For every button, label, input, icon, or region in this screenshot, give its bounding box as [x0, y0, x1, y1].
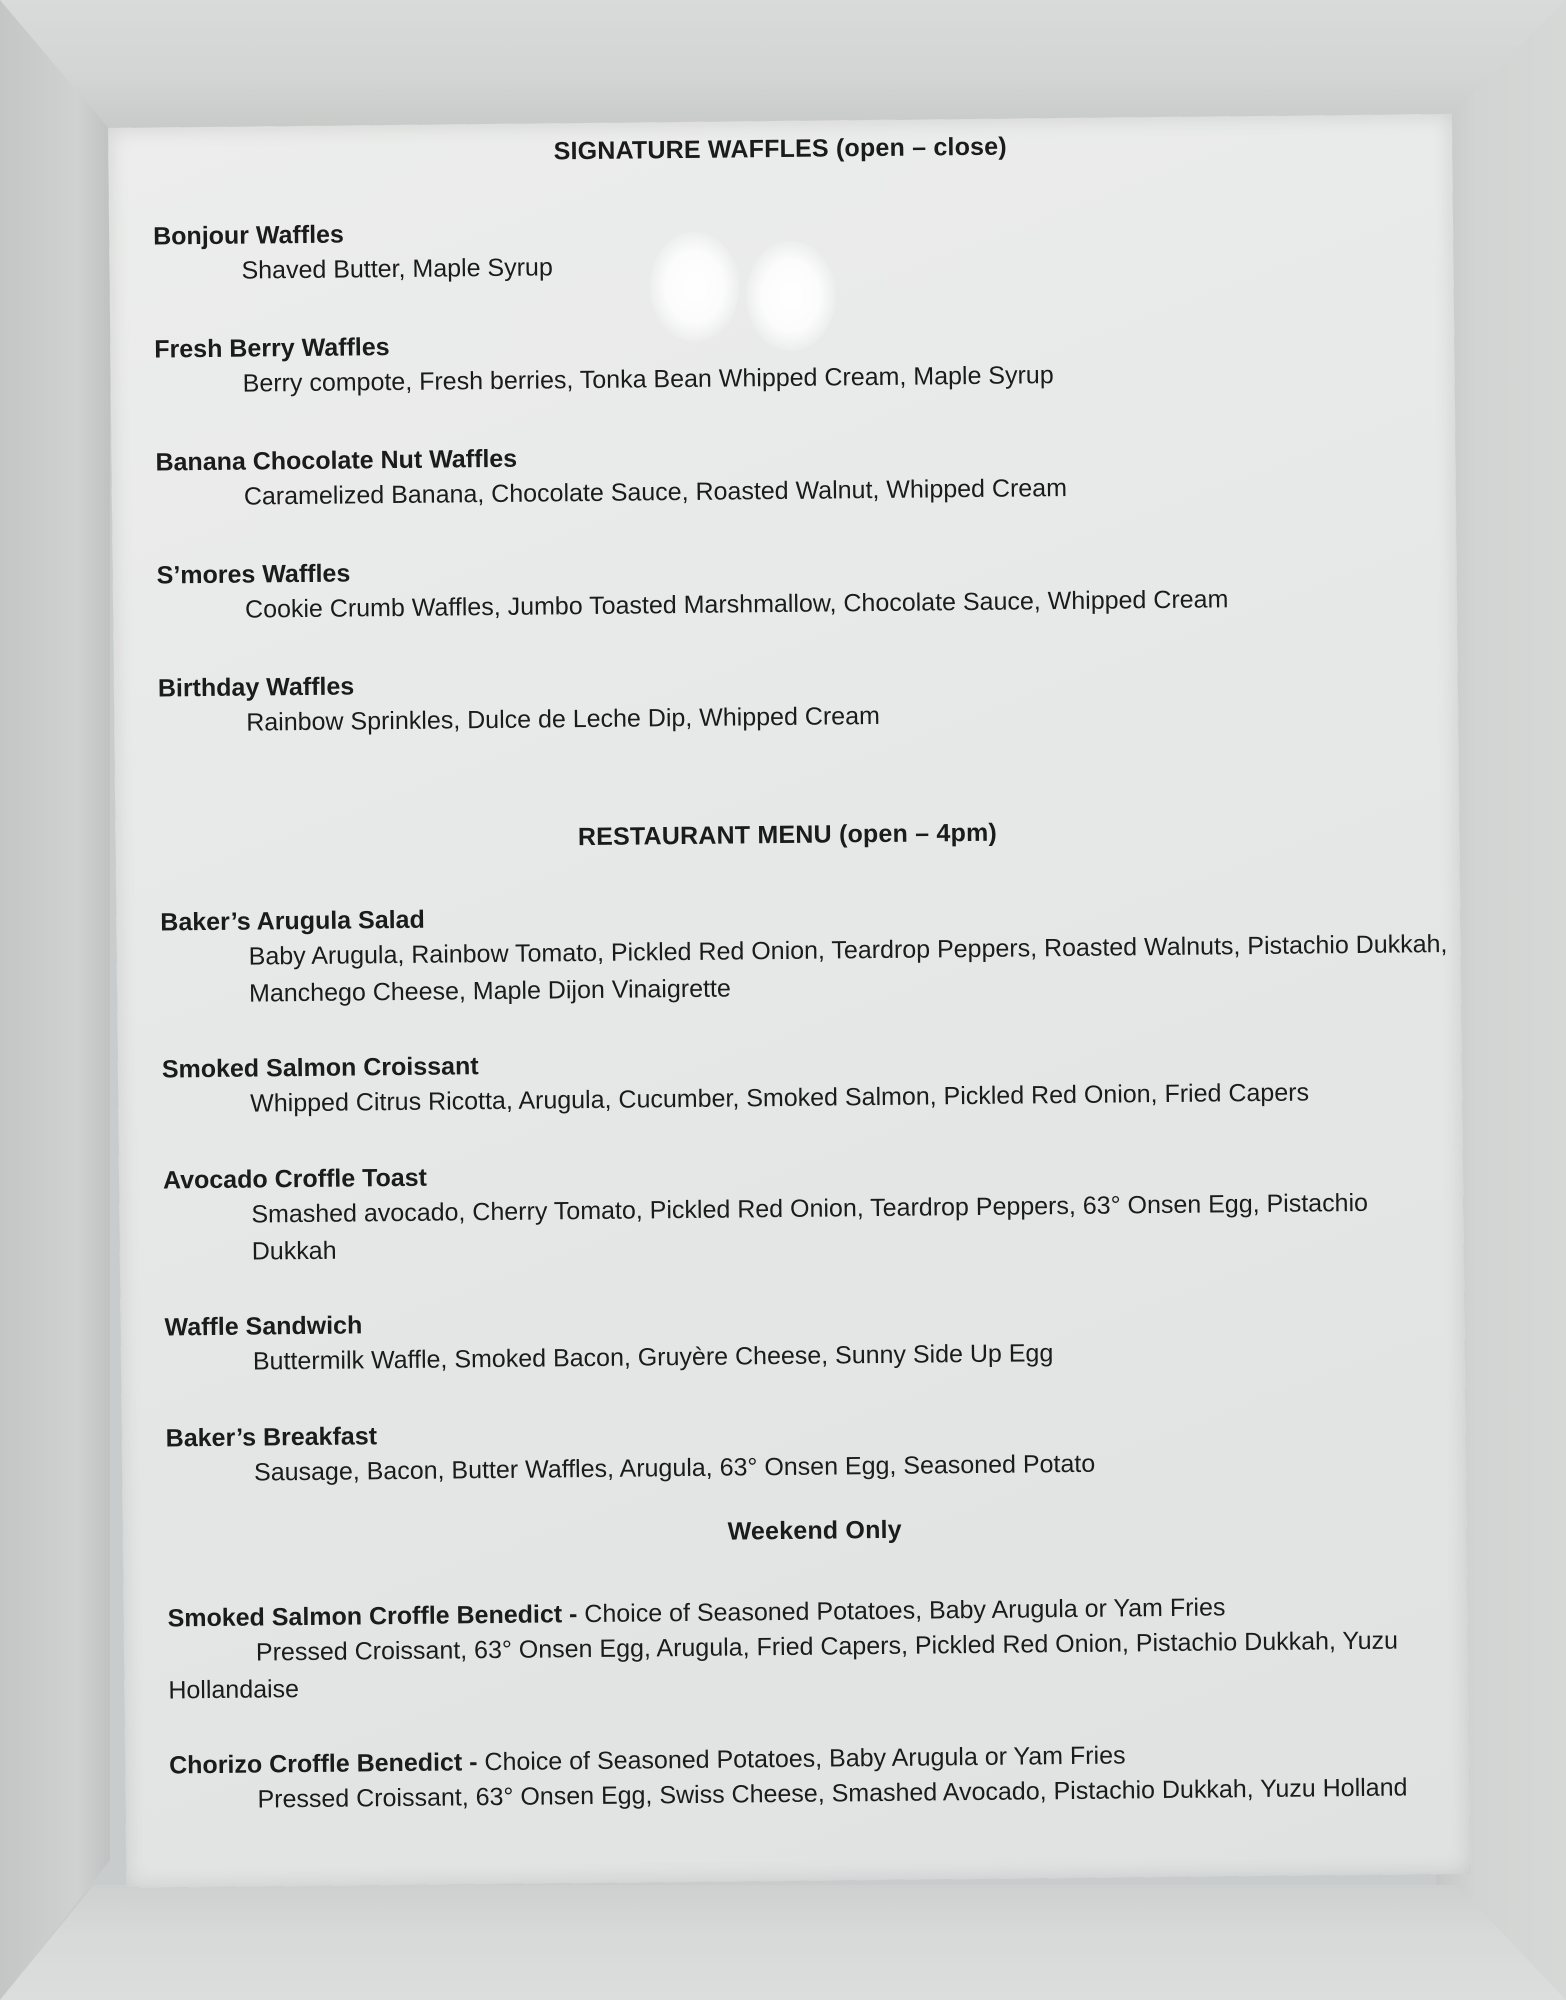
menu-item: [158, 658, 1449, 743]
item-description: Pressed Croissant, 63° Onsen Egg, Swiss Cheese, Smashed Avocado, Pistachio Dukkah, Yuzu Holland: [257, 1773, 1408, 1814]
menu-item: [167, 1588, 1458, 1710]
section-heading-weekend-only: Weekend Only: [727, 1515, 902, 1546]
item-name: Banana Chocolate Nut Waffles: [155, 444, 518, 477]
item-side-choice: Choice of Seasoned Potatoes, Baby Arugula or Yam Fries: [584, 1593, 1226, 1629]
item-description: Rainbow Sprinkles, Dulce de Leche Dip, Whipped Cream: [246, 701, 881, 737]
item-name: Chorizo Croffle Benedict -: [169, 1748, 478, 1780]
menu-paper: [108, 114, 1470, 1888]
item-side-choice: Choice of Seasoned Potatoes, Baby Arugula or Yam Fries: [484, 1741, 1126, 1777]
item-name: Baker’s Breakfast: [165, 1422, 378, 1453]
item-name: Birthday Waffles: [157, 672, 355, 703]
item-description: Baby Arugula, Rainbow Tomato, Pickled Red Onion, Teardrop Peppers, Roasted Walnuts, Pistachio Dukkah, Manchego Cheese, Maple Dijon Vinaigrette: [248, 930, 1448, 1008]
menu-item: [154, 319, 1445, 404]
item-description: Sausage, Bacon, Butter Waffles, Arugula, 63° Onsen Egg, Seasoned Potato: [253, 1449, 1096, 1487]
item-description: Berry compote, Fresh berries, Tonka Bean Whipped Cream, Maple Syrup: [242, 361, 1054, 398]
item-description: Shaved Butter, Maple Syrup: [241, 253, 553, 285]
item-description: Caramelized Banana, Chocolate Sauce, Roasted Walnut, Whipped Cream: [243, 473, 1068, 511]
item-description: Cookie Crumb Waffles, Jumbo Toasted Marshmallow, Chocolate Sauce, Whipped Cream: [244, 585, 1229, 624]
frame-left: [0, 0, 110, 2000]
menu-item: [166, 1408, 1457, 1493]
frame-top: [0, 0, 1566, 130]
item-name: Fresh Berry Waffles: [154, 333, 390, 364]
menu-item: [157, 545, 1448, 630]
section-heading-restaurant-menu: RESTAURANT MENU (open – 4pm): [577, 818, 998, 852]
item-description: Smashed avocado, Cherry Tomato, Pickled Red Onion, Teardrop Peppers, 63° Onsen Egg, Pistachio Dukkah: [251, 1188, 1369, 1266]
item-name: Smoked Salmon Croissant: [161, 1052, 479, 1084]
item-name: Avocado Croffle Toast: [162, 1163, 428, 1195]
menu-item: [160, 892, 1451, 1014]
menu-item: [162, 1039, 1453, 1124]
frame-bottom: [0, 1885, 1566, 2000]
menu-item: [163, 1150, 1454, 1272]
item-name: Baker’s Arugula Salad: [160, 905, 425, 937]
item-description: Pressed Croissant, 63° Onsen Egg, Arugula, Fried Capers, Pickled Red Onion, Pistachio Dukkah, Yuzu Hollandaise: [168, 1626, 1399, 1705]
item-name: Waffle Sandwich: [164, 1311, 363, 1342]
item-description: Buttermilk Waffle, Smoked Bacon, Gruyère Cheese, Sunny Side Up Egg: [252, 1339, 1054, 1376]
item-name: S’mores Waffles: [156, 559, 351, 590]
item-description: Whipped Citrus Ricotta, Arugula, Cucumber, Smoked Salmon, Pickled Red Onion, Fried Capers: [250, 1078, 1310, 1118]
section-heading-signature-waffles: SIGNATURE WAFFLES (open – close): [553, 132, 1007, 166]
menu-item: [169, 1735, 1460, 1820]
item-name: Bonjour Waffles: [152, 220, 345, 251]
menu-item: [155, 432, 1446, 517]
item-name: Smoked Salmon Croffle Benedict -: [167, 1600, 578, 1633]
menu-item: [153, 206, 1444, 291]
menu-item: [164, 1297, 1455, 1382]
